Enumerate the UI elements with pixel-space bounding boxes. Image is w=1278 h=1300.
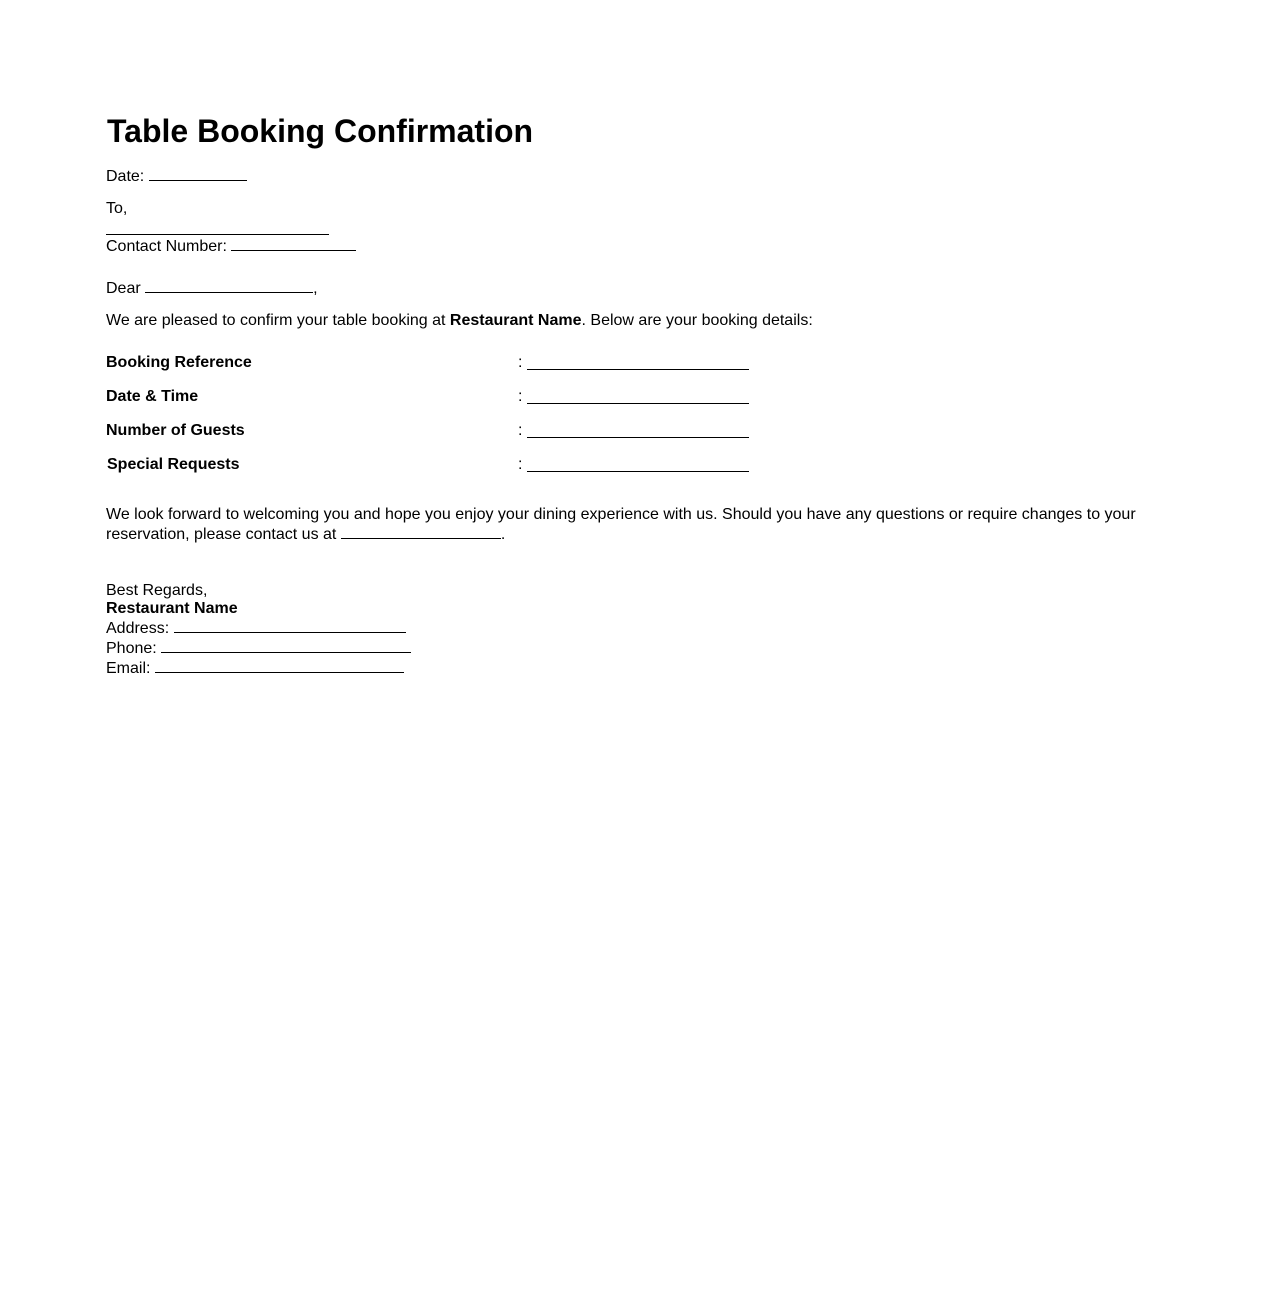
closing-period: .: [500, 526, 506, 543]
phone-blank[interactable]: [161, 638, 411, 653]
intro-text-end: . Below are your booking details:: [581, 312, 813, 329]
page-title: Table Booking Confirmation: [107, 113, 534, 149]
detail-label-date-time: Date & Time: [106, 388, 199, 405]
closing-line-2: [106, 524, 1166, 544]
address-blank[interactable]: [174, 618, 406, 633]
address-label: Address:: [106, 620, 170, 637]
detail-label-booking-reference: Booking Reference: [106, 354, 252, 371]
email-label: Email:: [106, 660, 151, 677]
contact-label: Contact Number:: [106, 238, 227, 255]
date-blank[interactable]: [149, 166, 247, 181]
phone-label: Phone:: [106, 640, 157, 657]
closing-line-2-text: reservation, please contact us at: [106, 526, 337, 543]
detail-separator: :: [518, 422, 523, 439]
date-line: [106, 166, 247, 186]
contact-line: [106, 236, 356, 256]
detail-blank-date-time[interactable]: [527, 387, 749, 404]
detail-blank-booking-reference[interactable]: [527, 353, 749, 370]
detail-label-number-of-guests: Number of Guests: [106, 422, 245, 439]
detail-blank-special-requests[interactable]: [527, 455, 749, 472]
detail-separator: :: [518, 456, 523, 473]
contact-blank[interactable]: [231, 236, 356, 251]
detail-separator: :: [518, 388, 523, 405]
detail-separator: :: [518, 354, 523, 371]
salutation-line: [106, 278, 318, 298]
signature-restaurant-name: Restaurant Name: [106, 600, 238, 617]
date-label: Date:: [106, 168, 145, 185]
email-blank[interactable]: [155, 658, 404, 673]
closing-paragraph: [106, 506, 1166, 544]
intro-paragraph: [106, 312, 813, 330]
phone-line: [106, 638, 411, 658]
to-label: To,: [106, 200, 128, 217]
dear-suffix: ,: [313, 280, 318, 297]
detail-blank-number-of-guests[interactable]: [527, 421, 749, 438]
address-line: [106, 618, 411, 638]
recipient-name-blank[interactable]: [106, 218, 329, 235]
detail-label-special-requests: Special Requests: [107, 456, 240, 473]
email-line: [106, 658, 411, 678]
contact-us-blank[interactable]: [341, 524, 501, 539]
regards-text: Best Regards,: [106, 582, 208, 599]
closing-line-1: We look forward to welcoming you and hope you enjoy your dining experience with us. Should you have any questions or require changes to your: [106, 506, 1136, 523]
dear-blank[interactable]: [145, 278, 313, 293]
intro-text: We are pleased to confirm your table booking at: [106, 312, 450, 329]
signature-block: [106, 582, 411, 678]
intro-restaurant-name: Restaurant Name: [449, 312, 582, 329]
dear-label: Dear: [106, 280, 141, 297]
